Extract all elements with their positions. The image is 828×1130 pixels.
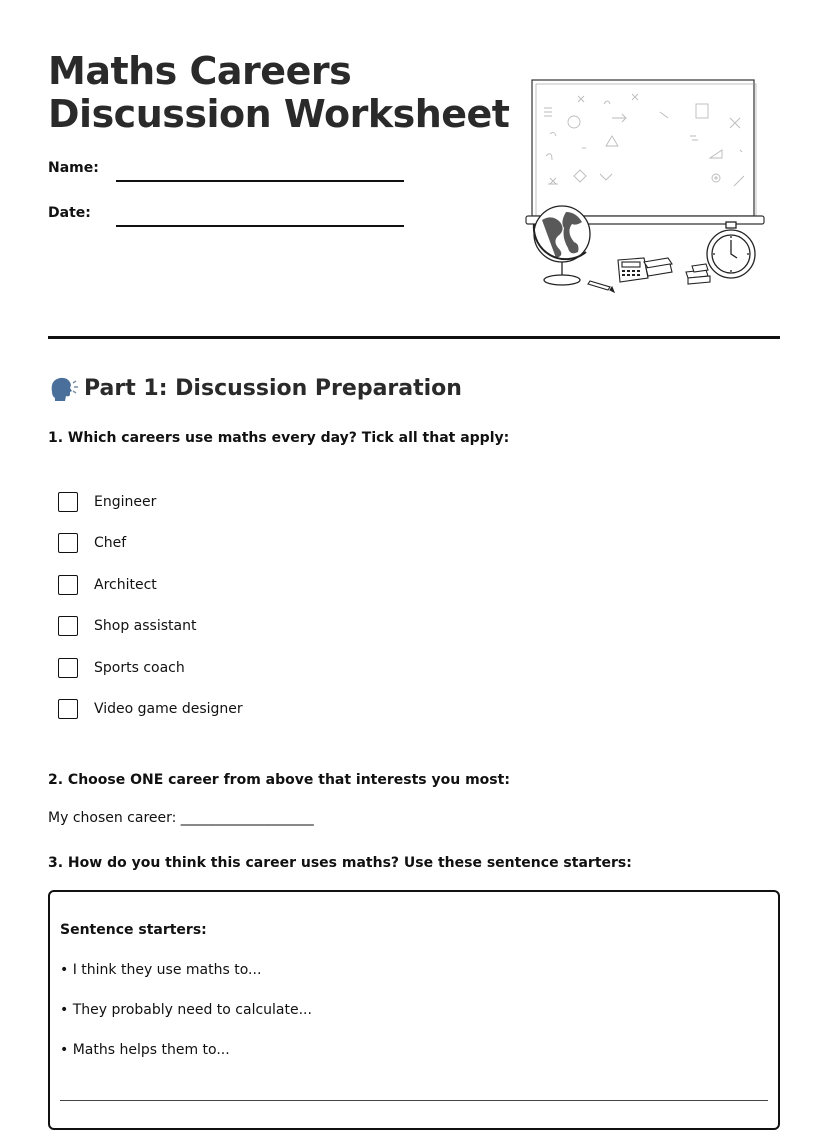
- checkbox[interactable]: [58, 658, 78, 678]
- career-label: Architect: [94, 576, 157, 593]
- checkbox[interactable]: [58, 616, 78, 636]
- career-label: Engineer: [94, 494, 157, 510]
- chalkboard-icon: [526, 80, 764, 224]
- section-divider: [48, 336, 780, 339]
- answer-write-line[interactable]: [60, 1100, 768, 1101]
- part-1-title: Part 1: Discussion Preparation: [84, 375, 462, 401]
- part-1-heading: [48, 374, 462, 402]
- career-options-list: [58, 490, 243, 738]
- name-write-line[interactable]: [116, 180, 404, 182]
- date-write-line[interactable]: [116, 225, 404, 227]
- checkbox[interactable]: [58, 492, 78, 512]
- career-label: Chef: [94, 535, 127, 552]
- career-label: Sports coach: [94, 659, 185, 676]
- speaking-head-icon: [48, 374, 78, 402]
- career-option-architect[interactable]: [58, 573, 243, 614]
- question-1: 1. Which careers use maths every day? Tick all that apply:: [48, 430, 510, 446]
- career-option-shop-assistant[interactable]: [58, 614, 243, 655]
- books-icon: [644, 258, 710, 284]
- sentence-starter-item: • I think they use maths to...: [60, 962, 262, 978]
- globe-icon: [534, 206, 590, 285]
- title-line-1: Maths Careers: [48, 49, 352, 93]
- career-label: Video game designer: [94, 700, 243, 717]
- sentence-starters-box: [48, 890, 780, 1130]
- question-2: 2. Choose ONE career from above that interests you most:: [48, 772, 510, 788]
- sentence-starter-item: • They probably need to calculate...: [60, 1002, 312, 1018]
- checkbox[interactable]: [58, 533, 78, 553]
- checkbox[interactable]: [58, 699, 78, 719]
- stopwatch-icon: [707, 222, 755, 278]
- question-3: 3. How do you think this career uses maths? Use these sentence starters:: [48, 855, 632, 871]
- name-field[interactable]: [48, 158, 408, 188]
- chosen-career-field[interactable]: My chosen career: ___________________: [48, 810, 314, 826]
- career-option-chef[interactable]: [58, 531, 243, 572]
- career-label: Shop assistant: [94, 618, 197, 635]
- career-option-engineer[interactable]: [58, 490, 243, 531]
- name-label: Name:: [48, 160, 99, 176]
- page-title: [48, 50, 509, 136]
- sentence-starters-title: Sentence starters:: [60, 922, 207, 938]
- checkbox[interactable]: [58, 575, 78, 595]
- classroom-illustration: [520, 74, 770, 298]
- date-field[interactable]: [48, 203, 408, 233]
- sentence-starter-item: • Maths helps them to...: [60, 1042, 230, 1058]
- title-line-2: Discussion Worksheet: [48, 92, 510, 136]
- career-option-video-game-designer[interactable]: [58, 697, 243, 738]
- date-label: Date:: [48, 205, 91, 221]
- career-option-sports-coach[interactable]: [58, 656, 243, 697]
- pencil-icon: [588, 281, 614, 292]
